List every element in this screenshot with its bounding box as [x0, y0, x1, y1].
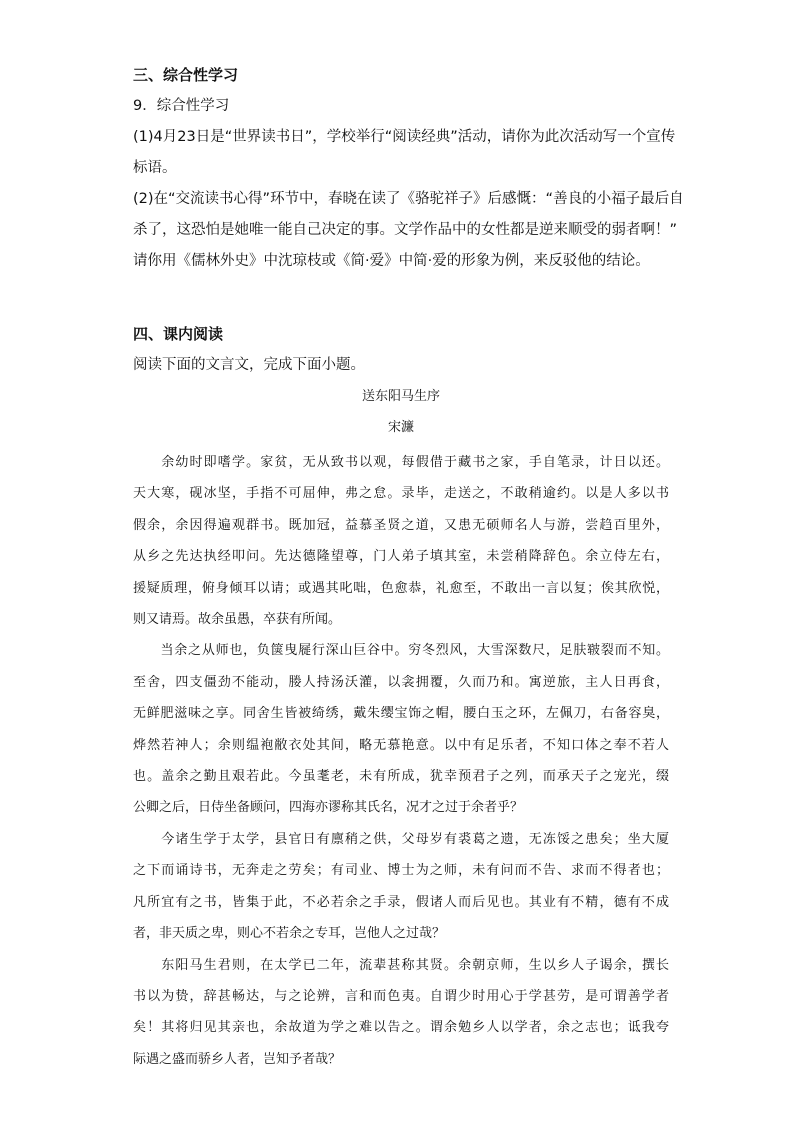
essay-line: 至舍，四支僵劲不能动，媵人持汤沃灌，以衾拥覆，久而乃和。寓逆旅，主人日再食，	[133, 675, 669, 690]
question-line: 标语。	[133, 160, 177, 176]
essay-line: 则又请焉。故余虽愚，卒获有所闻。	[133, 612, 342, 627]
essay-line: 公卿之后，日侍坐备顾问，四海亦谬称其氏名，况才之过于余者乎？	[133, 800, 524, 815]
essay-line: 无鲜肥滋味之享。同舍生皆被绮绣，戴朱缨宝饰之帽，腰白玉之环，左佩刀，右备容臭，	[133, 706, 669, 721]
section-4-heading: 四、课内阅读	[133, 325, 224, 343]
essay-line: 假余，余因得遍观群书。既加冠，益慕圣贤之道，又患无硕师名人与游，尝趋百里外，	[133, 518, 669, 533]
essay-line: 今诸生学于太学，县官日有廪稍之供，父母岁有裘葛之遗，无冻馁之患矣；坐大厦	[133, 832, 669, 847]
question-line: 杀了，这恐怕是她唯一能自己决定的事。文学作品中的女性都是逆来顺受的弱者啊！”	[133, 222, 678, 238]
reading-intro: 阅读下面的文言文，完成下面小题。	[133, 357, 365, 373]
essay-line: 当余之从师也，负箧曳屣行深山巨谷中。穷冬烈风，大雪深数尺，足肤皲裂而不知。	[133, 643, 669, 658]
essay-author: 宋濂	[387, 420, 414, 435]
essay-line: 书以为贽，辞甚畅达，与之论辨，言和而色夷。自谓少时用心于学甚劳，是可谓善学者	[133, 989, 669, 1004]
question-9-label: 9．综合性学习	[133, 98, 230, 114]
essay-line: 矣！其将归见其亲也，余故道为学之难以告之。谓余勉乡人以学者，余之志也；诋我夸	[133, 1020, 669, 1035]
essay-line: 东阳马生君则，在太学已二年，流辈甚称其贤。余朝京师，生以乡人子谒余，撰长	[133, 958, 669, 973]
essay-line: 烨然若神人；余则缊袍敝衣处其间，略无慕艳意。以中有足乐者，不知口体之奉不若人	[133, 738, 669, 753]
essay-line: 者，非天质之卑，则心不若余之专耳，岂他人之过哉？	[133, 926, 446, 941]
essay-line: 之下而诵诗书，无奔走之劳矣；有司业、博士为之师，未有问而不告、求而不得者也；	[133, 863, 669, 878]
essay-line: 也。盖余之勤且艰若此。今虽耄老，未有所成，犹幸预君子之列，而承天子之宠光，缀	[133, 769, 669, 784]
essay-title: 送东阳马生序	[361, 389, 440, 404]
essay-line: 从乡之先达执经叩问。先达德隆望尊，门人弟子填其室，未尝稍降辞色。余立侍左右，	[133, 549, 669, 564]
essay-line: 援疑质理，俯身倾耳以请；或遇其叱咄，色愈恭，礼愈至，不敢出一言以复；俟其欣悦，	[133, 581, 669, 596]
essay-line: 余幼时即嗜学。家贫，无从致书以观，每假借于藏书之家，手自笔录，计日以还。	[133, 455, 669, 470]
section-3-heading: 三、综合性学习	[133, 66, 239, 84]
essay-line: 凡所宜有之书，皆集于此，不必若余之手录，假诸人而后见也。其业有不精，德有不成	[133, 895, 669, 910]
question-line: (1)4月23日是“世界读书日”，学校举行“阅读经典”活动，请你为此次活动写一个宣传	[133, 129, 676, 145]
essay-line: 际遇之盛而骄乡人者，岂知予者哉？	[133, 1052, 342, 1067]
question-line: (2)在“交流读书心得”环节中，春晓在读了《骆驼祥子》后感慨：“善良的小福子最后自	[133, 191, 684, 207]
essay-line: 天大寒，砚冰坚，手指不可屈伸，弗之怠。录毕，走送之，不敢稍逾约。以是人多以书	[133, 486, 669, 501]
question-line: 请你用《儒林外史》中沈琼枝或《简·爱》中简·爱的形象为例，来反驳他的结论。	[133, 253, 650, 269]
